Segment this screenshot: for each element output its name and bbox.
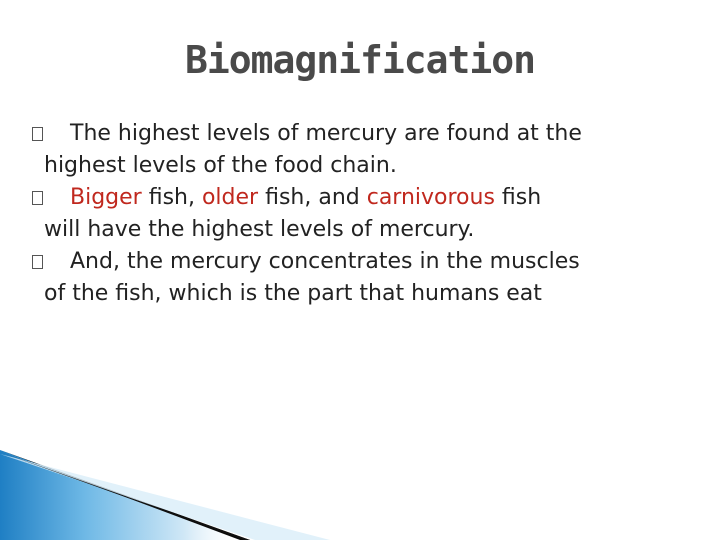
bullet-2-text-b: fish, and (258, 185, 367, 210)
bullet-box-icon (32, 191, 43, 205)
bullet-3-line-1: And, the mercury concentrates in the muscles (70, 249, 580, 274)
bullet-box-icon (32, 255, 43, 269)
bullet-2-text-c: fish (494, 185, 542, 210)
bullet-1-line-1: The highest levels of mercury are found at the (70, 121, 582, 146)
bullet-item-1 (32, 118, 712, 182)
slide-title-text: Biomagnification (184, 38, 536, 82)
highlight-bigger: Bigger (70, 185, 142, 210)
slide-title (0, 38, 720, 82)
highlight-carnivorous: carnivorous (366, 185, 495, 210)
bullet-1-line-2: highest levels of the food chain. (44, 153, 397, 178)
bullet-box-icon (32, 127, 43, 141)
corner-wave-decoration (0, 450, 720, 540)
highlight-older: older (201, 185, 259, 210)
bullet-list (32, 118, 712, 310)
bullet-item-2 (32, 182, 712, 246)
bullet-3-line-2: of the fish, which is the part that humans eat (44, 281, 542, 306)
bullet-2-text-a: fish, (141, 185, 202, 210)
bullet-2-line-2: will have the highest levels of mercury. (44, 217, 475, 242)
bullet-item-3 (32, 246, 712, 310)
